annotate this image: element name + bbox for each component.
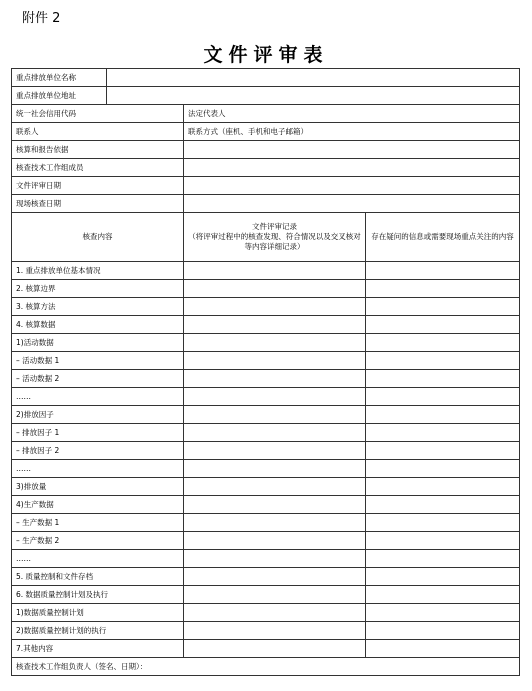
row-label: 联系人 [12, 123, 184, 141]
row-label: 文件评审日期 [12, 177, 184, 195]
table-row [12, 105, 520, 123]
row-label: 核算和报告依据 [12, 141, 184, 159]
focus-cell [366, 442, 520, 460]
focus-cell [366, 640, 520, 658]
item-label: 4. 核算数据 [12, 316, 184, 334]
item-label: 4)生产数据 [12, 496, 184, 514]
table-row [12, 334, 520, 352]
focus-cell [366, 550, 520, 568]
focus-cell [366, 406, 520, 424]
table-row [12, 586, 520, 604]
focus-cell [366, 388, 520, 406]
item-label: – 活动数据 1 [12, 352, 184, 370]
table-row [12, 87, 520, 105]
record-cell [184, 478, 366, 496]
table-row [12, 514, 520, 532]
table-cell [107, 69, 520, 87]
row-label: 法定代表人 [184, 105, 520, 123]
record-cell [184, 370, 366, 388]
record-title: 文件评审记录 [252, 221, 297, 231]
row-label: 现场核查日期 [12, 195, 184, 213]
record-cell [184, 442, 366, 460]
column-header-focus: 存在疑问的信息或需要现场重点关注的内容 [366, 213, 520, 262]
focus-cell [366, 298, 520, 316]
item-label: – 活动数据 2 [12, 370, 184, 388]
table-cell [184, 141, 520, 159]
row-label: 重点排放单位名称 [12, 69, 107, 87]
table-row [12, 532, 520, 550]
table-row [12, 177, 520, 195]
record-cell [184, 586, 366, 604]
table-row [12, 478, 520, 496]
document-title: 文件评审表 [203, 44, 329, 66]
record-cell [184, 334, 366, 352]
record-cell [184, 460, 366, 478]
record-cell [184, 352, 366, 370]
item-label: 1)活动数据 [12, 334, 184, 352]
table-row [12, 640, 520, 658]
record-cell [184, 424, 366, 442]
focus-cell [366, 478, 520, 496]
table-row [12, 550, 520, 568]
footer-signature-row: 核查技术工作组负责人（签名、日期）： [12, 658, 520, 676]
focus-cell [366, 370, 520, 388]
record-cell [184, 640, 366, 658]
table-row [12, 388, 520, 406]
item-label: 7.其他内容 [12, 640, 184, 658]
record-cell [184, 514, 366, 532]
focus-cell [366, 586, 520, 604]
column-header-content: 核查内容 [12, 213, 184, 262]
record-cell [184, 298, 366, 316]
table-row [12, 69, 520, 87]
focus-cell [366, 262, 520, 280]
table-cell [107, 87, 520, 105]
table-row [12, 298, 520, 316]
item-label: 1)数据质量控制计划 [12, 604, 184, 622]
attachment-label: 附件 2 [22, 11, 61, 26]
item-label: 5. 质量控制和文件存档 [12, 568, 184, 586]
table-row [12, 370, 520, 388]
record-cell [184, 280, 366, 298]
record-cell [184, 622, 366, 640]
focus-cell [366, 334, 520, 352]
table-row [12, 352, 520, 370]
record-cell [184, 496, 366, 514]
item-label: – 排放因子 1 [12, 424, 184, 442]
record-cell [184, 262, 366, 280]
table-cell [184, 159, 520, 177]
table-cell [184, 195, 520, 213]
table-cell [184, 177, 520, 195]
focus-cell [366, 424, 520, 442]
table-row [12, 442, 520, 460]
item-label: 2)排放因子 [12, 406, 184, 424]
item-label: 3. 核算方法 [12, 298, 184, 316]
focus-cell [366, 514, 520, 532]
item-label: – 生产数据 2 [12, 532, 184, 550]
row-label: 核查技术工作组成员 [12, 159, 184, 177]
table-row [12, 316, 520, 334]
record-cell [184, 388, 366, 406]
record-cell [184, 406, 366, 424]
record-note: （将评审过程中的核查发现、符合情况以及交叉核对等内容详细记录） [188, 231, 361, 252]
item-label: 3)排放量 [12, 478, 184, 496]
item-label: – 生产数据 1 [12, 514, 184, 532]
item-label: …… [12, 460, 184, 478]
column-header-record [184, 213, 366, 262]
record-cell [184, 604, 366, 622]
table-row [12, 622, 520, 640]
table-row [12, 460, 520, 478]
record-cell [184, 550, 366, 568]
focus-cell [366, 280, 520, 298]
focus-cell [366, 496, 520, 514]
review-table [11, 68, 520, 676]
table-row [12, 658, 520, 676]
item-label: – 排放因子 2 [12, 442, 184, 460]
focus-cell [366, 604, 520, 622]
item-label: 1. 重点排放单位基本情况 [12, 262, 184, 280]
record-cell [184, 316, 366, 334]
record-cell [184, 532, 366, 550]
table-row [12, 195, 520, 213]
table-row [12, 280, 520, 298]
table-row [12, 159, 520, 177]
table-row [12, 568, 520, 586]
table-row [12, 123, 520, 141]
item-label: …… [12, 388, 184, 406]
table-row [12, 604, 520, 622]
item-label: 6. 数据质量控制计划及执行 [12, 586, 184, 604]
focus-cell [366, 568, 520, 586]
focus-cell [366, 622, 520, 640]
table-row [12, 424, 520, 442]
record-cell [184, 568, 366, 586]
item-label: 2)数据质量控制计划的执行 [12, 622, 184, 640]
row-label: 统一社会信用代码 [12, 105, 184, 123]
focus-cell [366, 352, 520, 370]
row-label: 联系方式（座机、手机和电子邮箱） [184, 123, 520, 141]
table-row [12, 262, 520, 280]
item-rows [12, 262, 520, 658]
item-label: 2. 核算边界 [12, 280, 184, 298]
column-header-row [12, 213, 520, 262]
focus-cell [366, 532, 520, 550]
item-label: …… [12, 550, 184, 568]
table-row [12, 141, 520, 159]
table-row [12, 496, 520, 514]
row-label: 重点排放单位地址 [12, 87, 107, 105]
table-row [12, 406, 520, 424]
focus-cell [366, 316, 520, 334]
focus-cell [366, 460, 520, 478]
